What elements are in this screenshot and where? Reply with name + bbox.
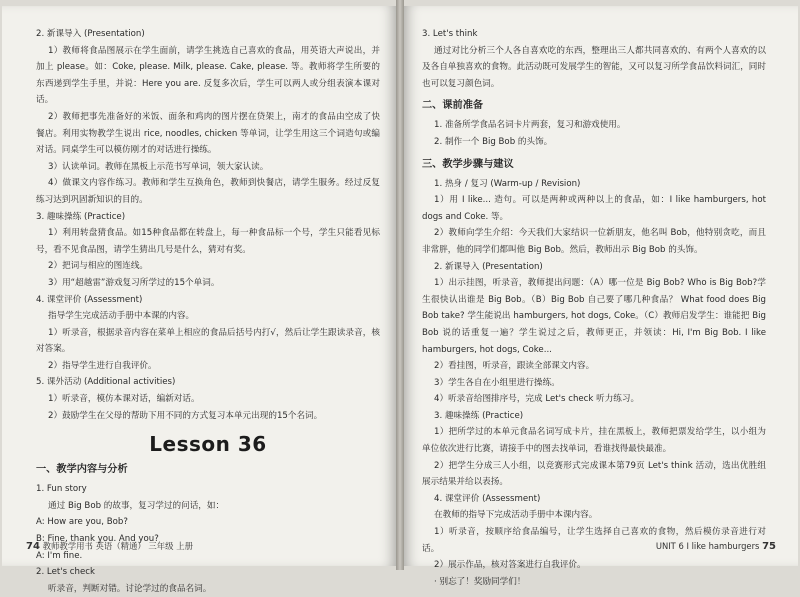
section-heading: 3. Let's think: [422, 29, 478, 39]
lesson-title: Lesson 36: [149, 432, 267, 457]
right-footer: [656, 541, 776, 552]
paragraph: 3）用“超越雷”游戏复习所学过的15个单词。: [48, 277, 220, 288]
dialog-line: A: I'm fine.: [36, 550, 83, 561]
book-gutter: [396, 0, 404, 570]
section-heading: 5. 课外活动 (Additional activities): [36, 377, 176, 388]
footer-text: UNIT 6 I like hamburgers: [655, 541, 760, 551]
section-heading: 2. 新课导入 (Presentation): [434, 261, 543, 272]
part-heading: 一、教学内容与分析: [36, 464, 128, 476]
section-heading: 4. 课堂评价 (Assessment): [36, 294, 143, 305]
paragraph: 1）教师将食品图展示在学生面前，请学生挑选自己喜欢的食品，用英语大声说出，并加上 please。如：Coke, please. Milk, please. Cake, please. 等。教师将学生所要的东西递到学生手里，并说：Here you are. 反复多次后，学生可以两人或分组表演本课对话。: [36, 45, 380, 106]
section-heading: 4. 课堂评价 (Assessment): [434, 493, 541, 504]
paragraph: 听录音，判断对错。讨论学过的食品名词。: [48, 583, 212, 594]
page-number: 74: [26, 541, 40, 552]
paragraph: 4）做课文内容作练习。教师和学生互换角色，教师到快餐店，请学生服务。经过反复练习达到巩固新知识的目的。: [36, 178, 380, 205]
section-heading: 1. Fun story: [36, 484, 87, 495]
paragraph: 1）听录音，按顺序给食品编号，让学生选择自己喜欢的食物，然后模仿录音进行对话。: [422, 527, 766, 554]
paragraph: 1）用 I like... 造句。可以是两种或两种以上的食品，如：I like hamburgers, hot dogs and Coke. 等。: [422, 195, 766, 222]
dialog-line: A: How are you, Bob?: [36, 517, 128, 528]
paragraph: 通过对比分析三个人各自喜欢吃的东西，整理出三人都共同喜欢的、有两个人喜欢的以及各自单独喜欢的食物。此活动既可发展学生的智能，又可以复习所学食品饮料词汇，同时也可以复习颜色词。: [422, 45, 766, 89]
paragraph: 1）把所学过的本单元食品名词写成卡片，挂在黑板上，教师把票发给学生，以小组为单位依次进行比赛，请接手中的图去找单词，看谁找得最快最准。: [422, 427, 766, 455]
part-heading: 三、教学步骤与建议: [422, 158, 514, 170]
paragraph: 2）鼓励学生在父母的帮助下用不同的方式复习本单元出现的15个名词。: [48, 410, 323, 421]
paragraph: 1）出示挂图，听录音，教师提出问题：（A）哪一位是 Big Bob? Who is Big Bob?学生很快认出谁是 Big Bob。（B）Big Bob 自己要了哪几种食品？ What food does Big Bob take? 学生能说出 hamburgers, hot dogs, Coke。（C）教师启发学生：谁能把 Big Bob 说的话重复一遍？学生说过之后，教师更正，并领读：Hi, I'm Big Bob. I like hamburgers, hot dogs, Coke...: [422, 278, 766, 355]
paragraph: 1）听录音，模仿本课对话，编新对话。: [48, 394, 200, 405]
paragraph: 2）展示作品，核对答案进行自我评价。: [434, 560, 586, 571]
paragraph: 2. 制作一个 Big Bob 的头饰。: [434, 136, 553, 147]
paragraph: 2）看挂图，听录音，跟读全部课文内容。: [434, 361, 595, 372]
section-heading: 3. 趣味操练 (Practice): [434, 410, 524, 421]
section-heading: 2. 新课导入 (Presentation): [36, 29, 145, 39]
right-page: [404, 6, 798, 587]
footer-text: 教师教学用书 英语（精通） 三年级 上册: [42, 541, 193, 551]
paragraph: 3）认读单词。教师在黑板上示范书写单词，领大家认读。: [48, 161, 269, 172]
paragraph: 3）学生各自在小组里进行操练。: [434, 377, 560, 388]
paragraph: 1. 准备所学食品名词卡片两套，复习和游戏使用。: [434, 120, 626, 131]
paragraph: 通过 Big Bob 的故事，复习学过的问话，如：: [48, 500, 225, 511]
paragraph: 2）把词与相应的图连线。: [48, 261, 149, 272]
paragraph: 1）听录音，根据录音内容在菜单上相应的食品后括号内打√，然后让学生跟读录音，核对答案。: [36, 327, 380, 355]
paragraph: 2）指导学生进行自我评价。: [48, 360, 157, 371]
closing-note: · 别忘了！奖励同学们！: [434, 576, 526, 587]
part-heading: 二、课前准备: [422, 100, 484, 112]
section-heading: 1. 热身 / 复习 (Warm-up / Revision): [434, 178, 581, 189]
section-heading: 3. 趣味操练 (Practice): [36, 211, 126, 222]
section-heading: 2. Let's check: [36, 567, 95, 578]
paragraph: 2）教师把事先准备好的米饭、面条和鸡肉的图片摆在贷架上，南才的食品由空成了快餐店。利用实物教学生说出 rice, noodles, chicken 等单词，让学生用这三个词造句或编对话。同桌学生可以模仿刚才的对话进行操练。: [36, 111, 380, 156]
page-number: 75: [762, 541, 776, 552]
dialog-line: B: Fine, thank you. And you?: [36, 534, 159, 545]
left-footer: [26, 540, 193, 552]
paragraph: 1）利用转盘猜食品。如15种食品都在转盘上，每一种食品标一个号，学生只能看见标号，看不见食品图，请学生猜出几号是什么，猜对有奖。: [36, 228, 380, 255]
paragraph: 4）听录音给图排序号，完成 Let's check 听力练习。: [434, 394, 640, 405]
paragraph: 在教师的指导下完成活动手册中本课内容。: [434, 510, 598, 521]
left-page: [2, 6, 396, 594]
paragraph: 2）把学生分成三人小组，以竞赛形式完成课本第79页 Let's think 活动，选出优胜组展示结果并给以表扬。: [422, 460, 766, 488]
paragraph: 2）教师向学生介绍：今天我们大家结识一位新朋友，他名叫 Bob，他特别贪吃，而且非常胖，他的同学们都叫他 Big Bob。然后，教师出示 Big Bob 的头饰。: [422, 228, 766, 255]
paragraph: 指导学生完成活动手册中本课的内容。: [48, 311, 195, 322]
